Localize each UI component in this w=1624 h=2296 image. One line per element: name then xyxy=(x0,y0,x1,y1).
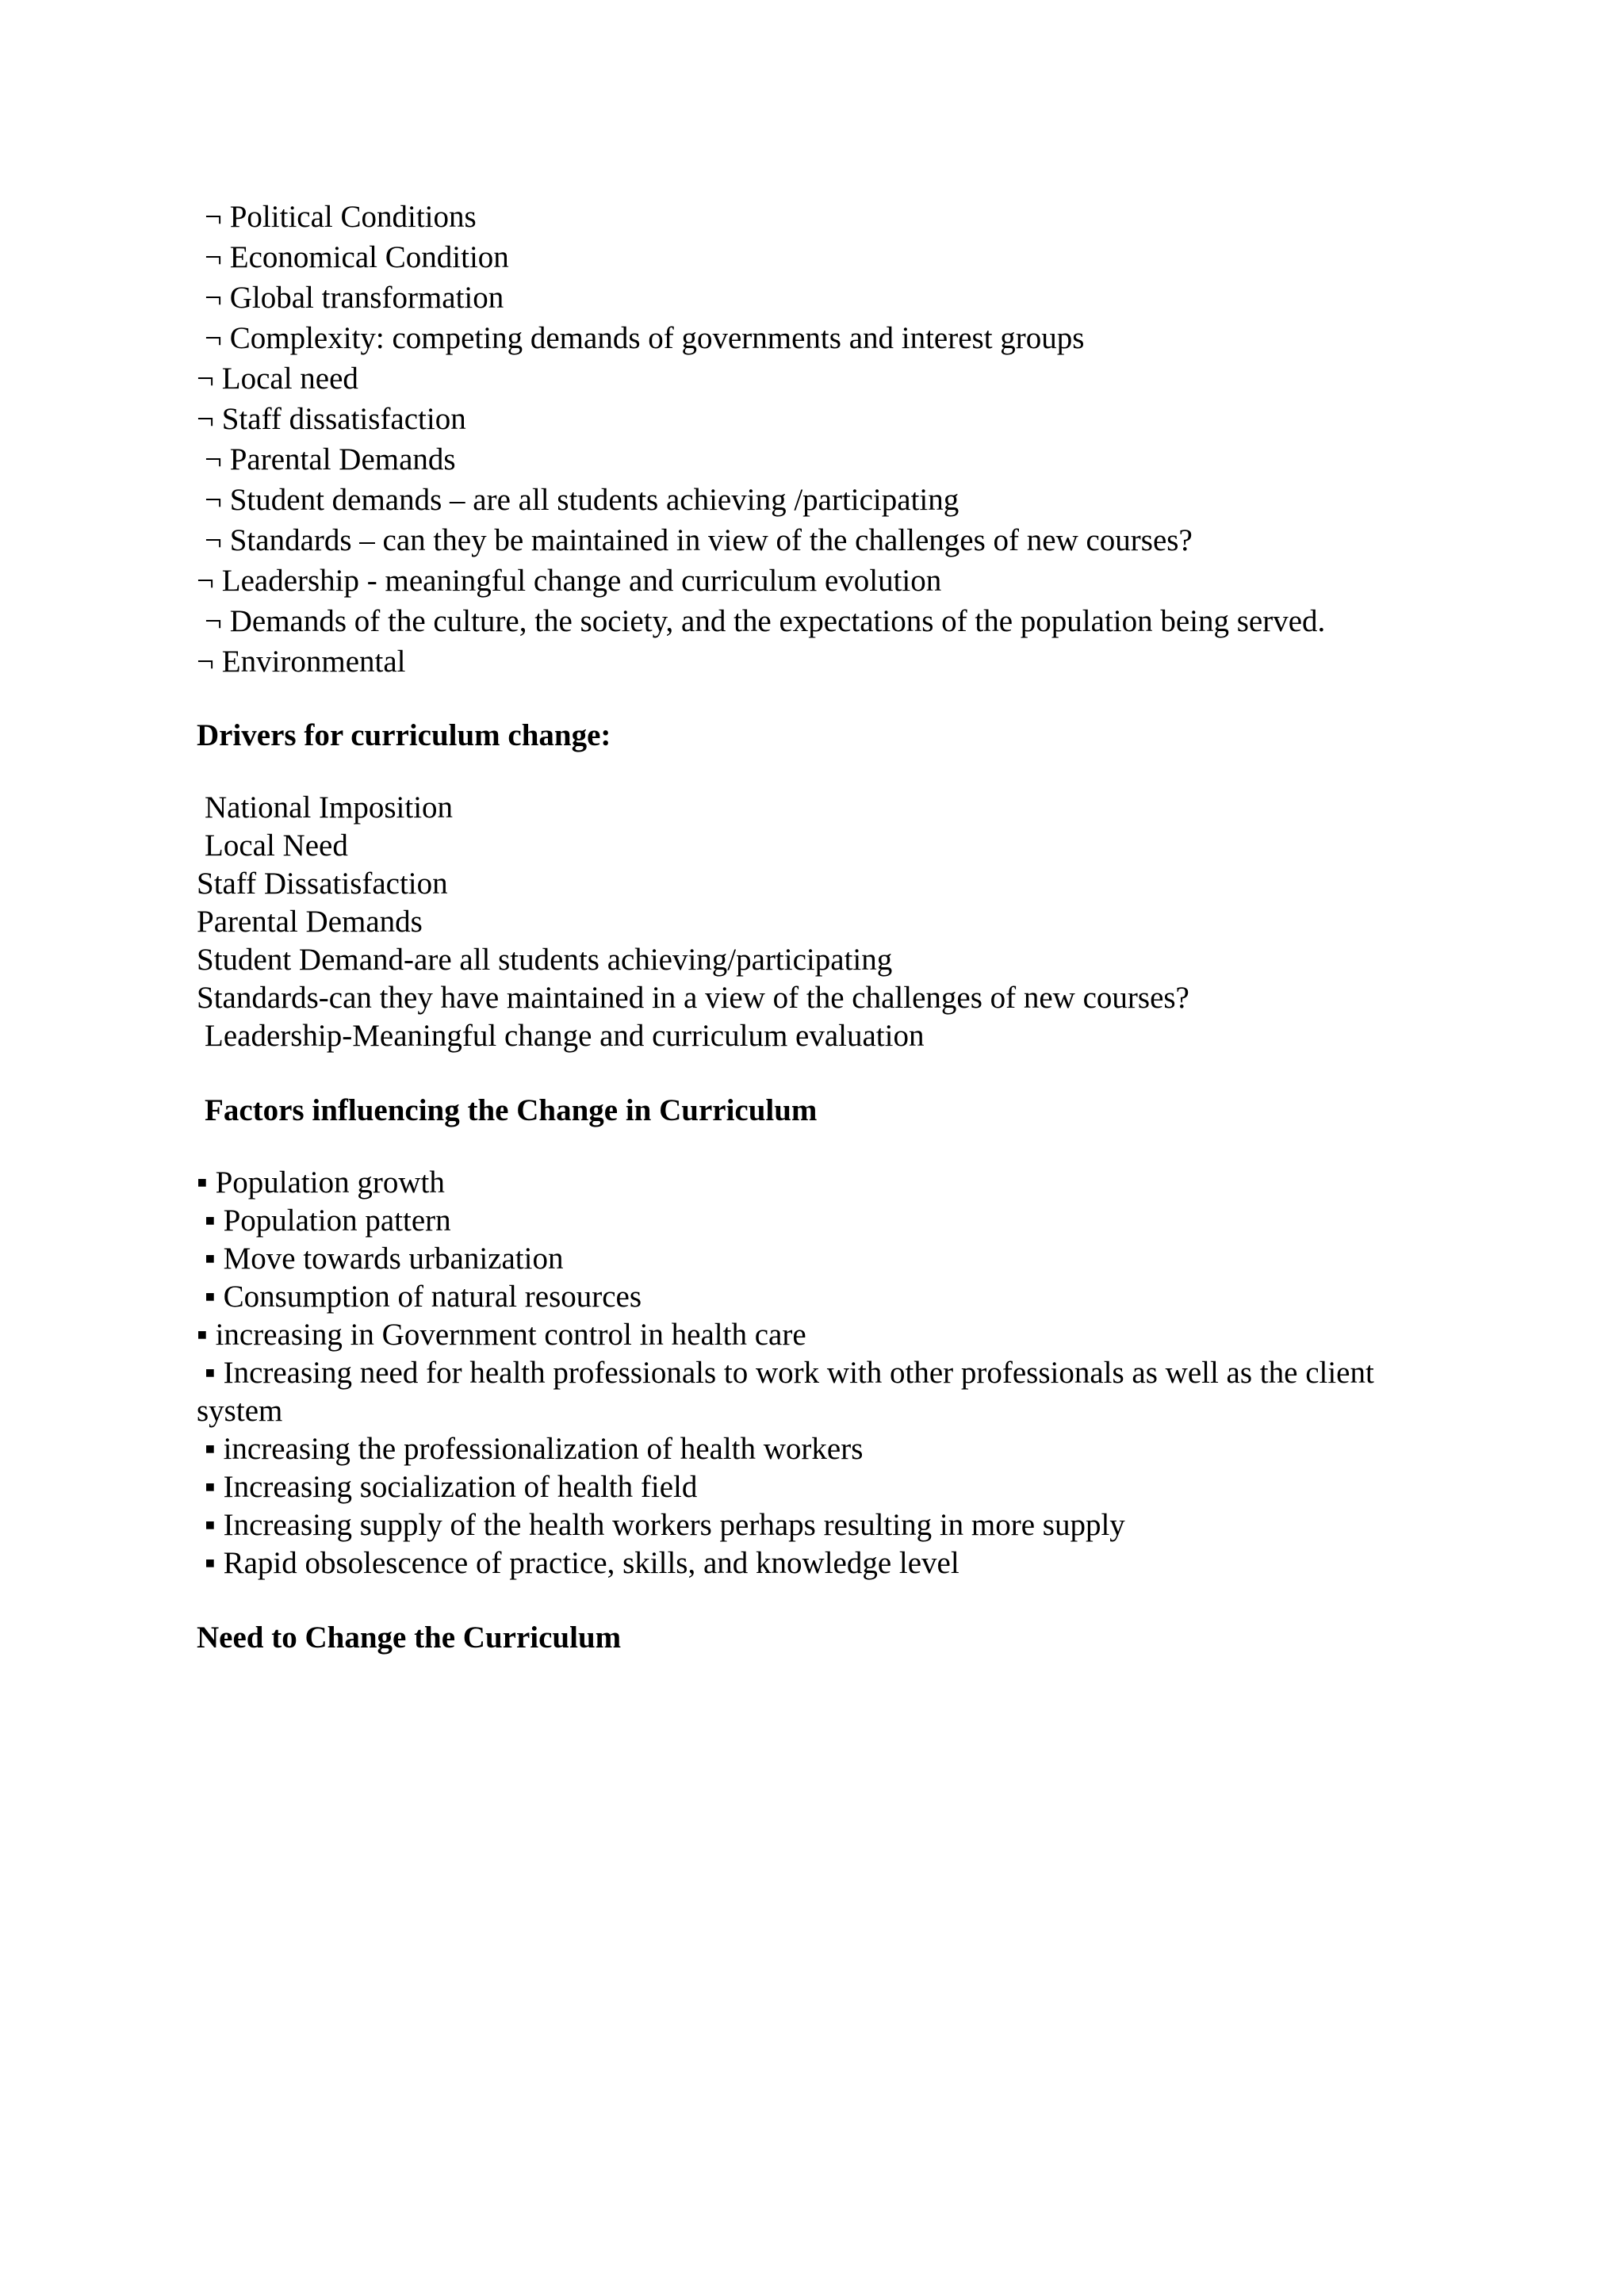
section-heading-factors: Factors influencing the Change in Curriculum xyxy=(205,1093,818,1127)
list-item: ¬ Leadership - meaningful change and curriculum evolution xyxy=(197,564,942,598)
list-item: ▪ increasing in Government control in health care xyxy=(197,1318,806,1352)
list-item: ¬ Demands of the culture, the society, and the expectations of the population being served. xyxy=(205,604,1326,638)
list-item: ¬ Student demands – are all students achieving /participating xyxy=(205,483,959,517)
list-item: ¬ Parental Demands xyxy=(205,442,456,476)
list-item: ▪ Increasing supply of the health workers perhaps resulting in more supply xyxy=(205,1508,1125,1542)
list-item: Student Demand-are all students achieving/participating xyxy=(197,943,893,977)
list-item: ▪ Move towards urbanization xyxy=(205,1242,564,1276)
list-item: Parental Demands xyxy=(197,905,423,939)
list-item: ▪ increasing the professionalization of health workers xyxy=(205,1432,864,1466)
section-heading-drivers: Drivers for curriculum change: xyxy=(197,718,611,752)
list-item: ¬ Complexity: competing demands of governments and interest groups xyxy=(205,321,1085,355)
list-item: ¬ Political Conditions xyxy=(205,200,477,234)
list-item: ¬ Global transformation xyxy=(205,281,504,315)
list-item: ¬ Local need xyxy=(197,362,358,396)
list-item: ▪ Population pattern xyxy=(205,1203,451,1238)
list-item: ¬ Economical Condition xyxy=(205,240,509,274)
drivers-list xyxy=(197,789,1497,1055)
section-heading-need: Need to Change the Curriculum xyxy=(197,1621,622,1655)
list-item: ¬ Standards – can they be maintained in view of the challenges of new courses? xyxy=(205,523,1193,557)
list-item: ¬ Environmental xyxy=(197,645,406,679)
conditions-list xyxy=(197,197,1497,682)
list-item: Local Need xyxy=(205,828,348,863)
list-item: ▪ Population growth xyxy=(197,1165,445,1200)
factors-list xyxy=(197,1164,1497,1582)
list-item: ▪ Consumption of natural resources xyxy=(205,1280,642,1314)
list-item: Leadership-Meaningful change and curriculum evaluation xyxy=(205,1019,925,1053)
list-item: ▪ Increasing socialization of health field xyxy=(205,1470,698,1504)
list-item: ▪ Increasing need for health professionals to work with other professionals as well as the client system xyxy=(197,1356,1382,1428)
list-item: National Imposition xyxy=(205,790,454,825)
list-item: ¬ Staff dissatisfaction xyxy=(197,402,466,436)
document-page xyxy=(197,197,1497,1658)
list-item: ▪ Rapid obsolescence of practice, skills, and knowledge level xyxy=(205,1546,959,1580)
list-item: Standards-can they have maintained in a view of the challenges of new courses? xyxy=(197,981,1189,1015)
list-item: Staff Dissatisfaction xyxy=(197,867,448,901)
